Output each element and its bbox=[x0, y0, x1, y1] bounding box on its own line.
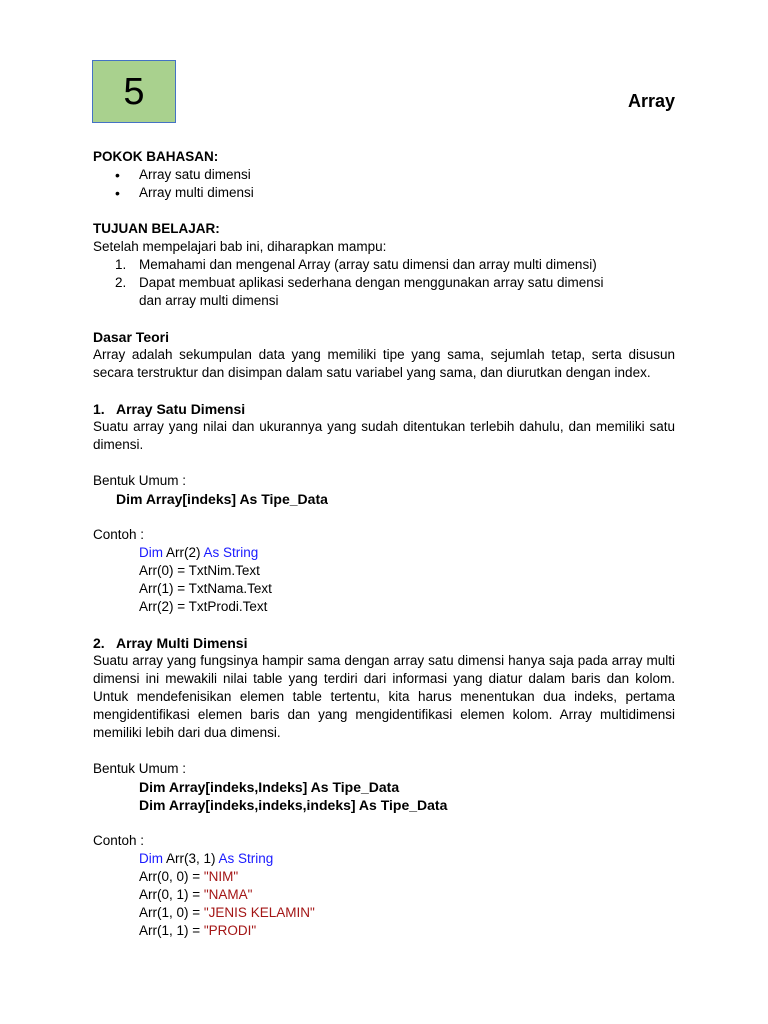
code-text: Arr(3, 1) bbox=[163, 851, 219, 866]
pokok-list bbox=[93, 166, 675, 202]
code-keyword: Dim bbox=[139, 851, 163, 866]
code-keyword: As String bbox=[218, 851, 274, 866]
tujuan-heading: TUJUAN BELAJAR: bbox=[93, 221, 220, 236]
code-text: Arr(1, 1) = bbox=[139, 923, 204, 938]
code-line bbox=[139, 886, 675, 904]
tujuan-intro: Setelah mempelajari bab ini, diharapkan mampu: bbox=[93, 239, 387, 254]
code-text: Arr(0, 0) = bbox=[139, 869, 204, 884]
section1-syntax: Dim Array[indeks] As Tipe_Data bbox=[116, 491, 328, 507]
section2-syntax-1: Dim Array[indeks,Indeks] As Tipe_Data bbox=[139, 779, 400, 795]
list-text: Dapat membuat aplikasi sederhana dengan menggunakan array satu dimensi dan array multi dimensi bbox=[139, 275, 604, 308]
list-item bbox=[93, 256, 619, 274]
code-string: "JENIS KELAMIN" bbox=[203, 905, 315, 920]
section2-text: Suatu array yang fungsinya hampir sama dengan array satu dimensi hanya saja pada array multi dimensi ini mewakili nilai table yang terdiri dari informasi yang diatur dalam baris dan kolom. Untuk mendefenisikan elemen table tertentu, kita harus menentukan dua indeks, pertama mengidentifikasi elemen baris dan yang mengidentifikasi elemen kolom. Array multidimensi memiliki lebih dari dua dimensi. bbox=[93, 653, 675, 740]
section-title-text: Array Multi Dimensi bbox=[116, 635, 248, 651]
section2-contoh-label: Contoh : bbox=[93, 833, 145, 848]
code-line bbox=[139, 544, 675, 562]
code-keyword: As String bbox=[203, 545, 259, 560]
pokok-heading: POKOK BAHASAN: bbox=[93, 149, 219, 164]
code-line bbox=[139, 904, 675, 922]
code-string: "PRODI" bbox=[203, 923, 257, 938]
code-line: Arr(2) = TxtProdi.Text bbox=[139, 599, 268, 614]
chapter-number-box bbox=[92, 60, 176, 123]
list-number: 2. bbox=[115, 275, 127, 290]
list-item: • Array satu dimensi bbox=[93, 166, 675, 184]
tujuan-list bbox=[93, 256, 675, 310]
section2-code bbox=[93, 850, 675, 940]
section-number: 2. bbox=[93, 635, 105, 651]
chapter-number: 5 bbox=[123, 70, 145, 113]
list-item bbox=[93, 274, 623, 310]
code-line: Arr(1) = TxtNama.Text bbox=[139, 581, 272, 596]
code-line bbox=[139, 850, 675, 868]
section2-bentuk-label: Bentuk Umum : bbox=[93, 761, 187, 776]
code-string: "NIM" bbox=[203, 869, 239, 884]
section1-title bbox=[93, 400, 675, 418]
section1-bentuk-label: Bentuk Umum : bbox=[93, 473, 187, 488]
chapter-title: Array bbox=[627, 91, 675, 111]
document-body bbox=[93, 148, 675, 940]
section-number: 1. bbox=[93, 401, 105, 417]
dasar-text: Array adalah sekumpulan data yang memiliki tipe yang sama, sejumlah tetap, serta disusun secara terstruktur dan disimpan dalam satu variabel yang sama, dan diurutkan dengan index. bbox=[93, 347, 675, 380]
section1-contoh-label: Contoh : bbox=[93, 527, 145, 542]
list-number: 1. bbox=[115, 257, 127, 272]
list-text: Memahami dan mengenal Array (array satu dimensi dan array multi dimensi) bbox=[139, 257, 597, 272]
section1-code bbox=[93, 544, 675, 616]
list-item: • Array multi dimensi bbox=[93, 184, 675, 202]
code-line bbox=[139, 868, 675, 886]
code-line bbox=[139, 922, 675, 940]
section2-syntax-2: Dim Array[indeks,indeks,indeks] As Tipe_Data bbox=[139, 797, 448, 813]
code-string: "NAMA" bbox=[203, 887, 253, 902]
code-text: Arr(0, 1) = bbox=[139, 887, 204, 902]
section1-text: Suatu array yang nilai dan ukurannya yang sudah ditentukan terlebih dahulu, dan memiliki satu dimensi. bbox=[93, 419, 675, 452]
section2-title bbox=[93, 634, 675, 652]
code-line: Arr(0) = TxtNim.Text bbox=[139, 563, 260, 578]
section-title-text: Array Satu Dimensi bbox=[116, 401, 246, 417]
code-text: Arr(1, 0) = bbox=[139, 905, 204, 920]
dasar-heading: Dasar Teori bbox=[93, 329, 169, 345]
code-keyword: Dim bbox=[139, 545, 163, 560]
code-text: Arr(2) bbox=[163, 545, 204, 560]
